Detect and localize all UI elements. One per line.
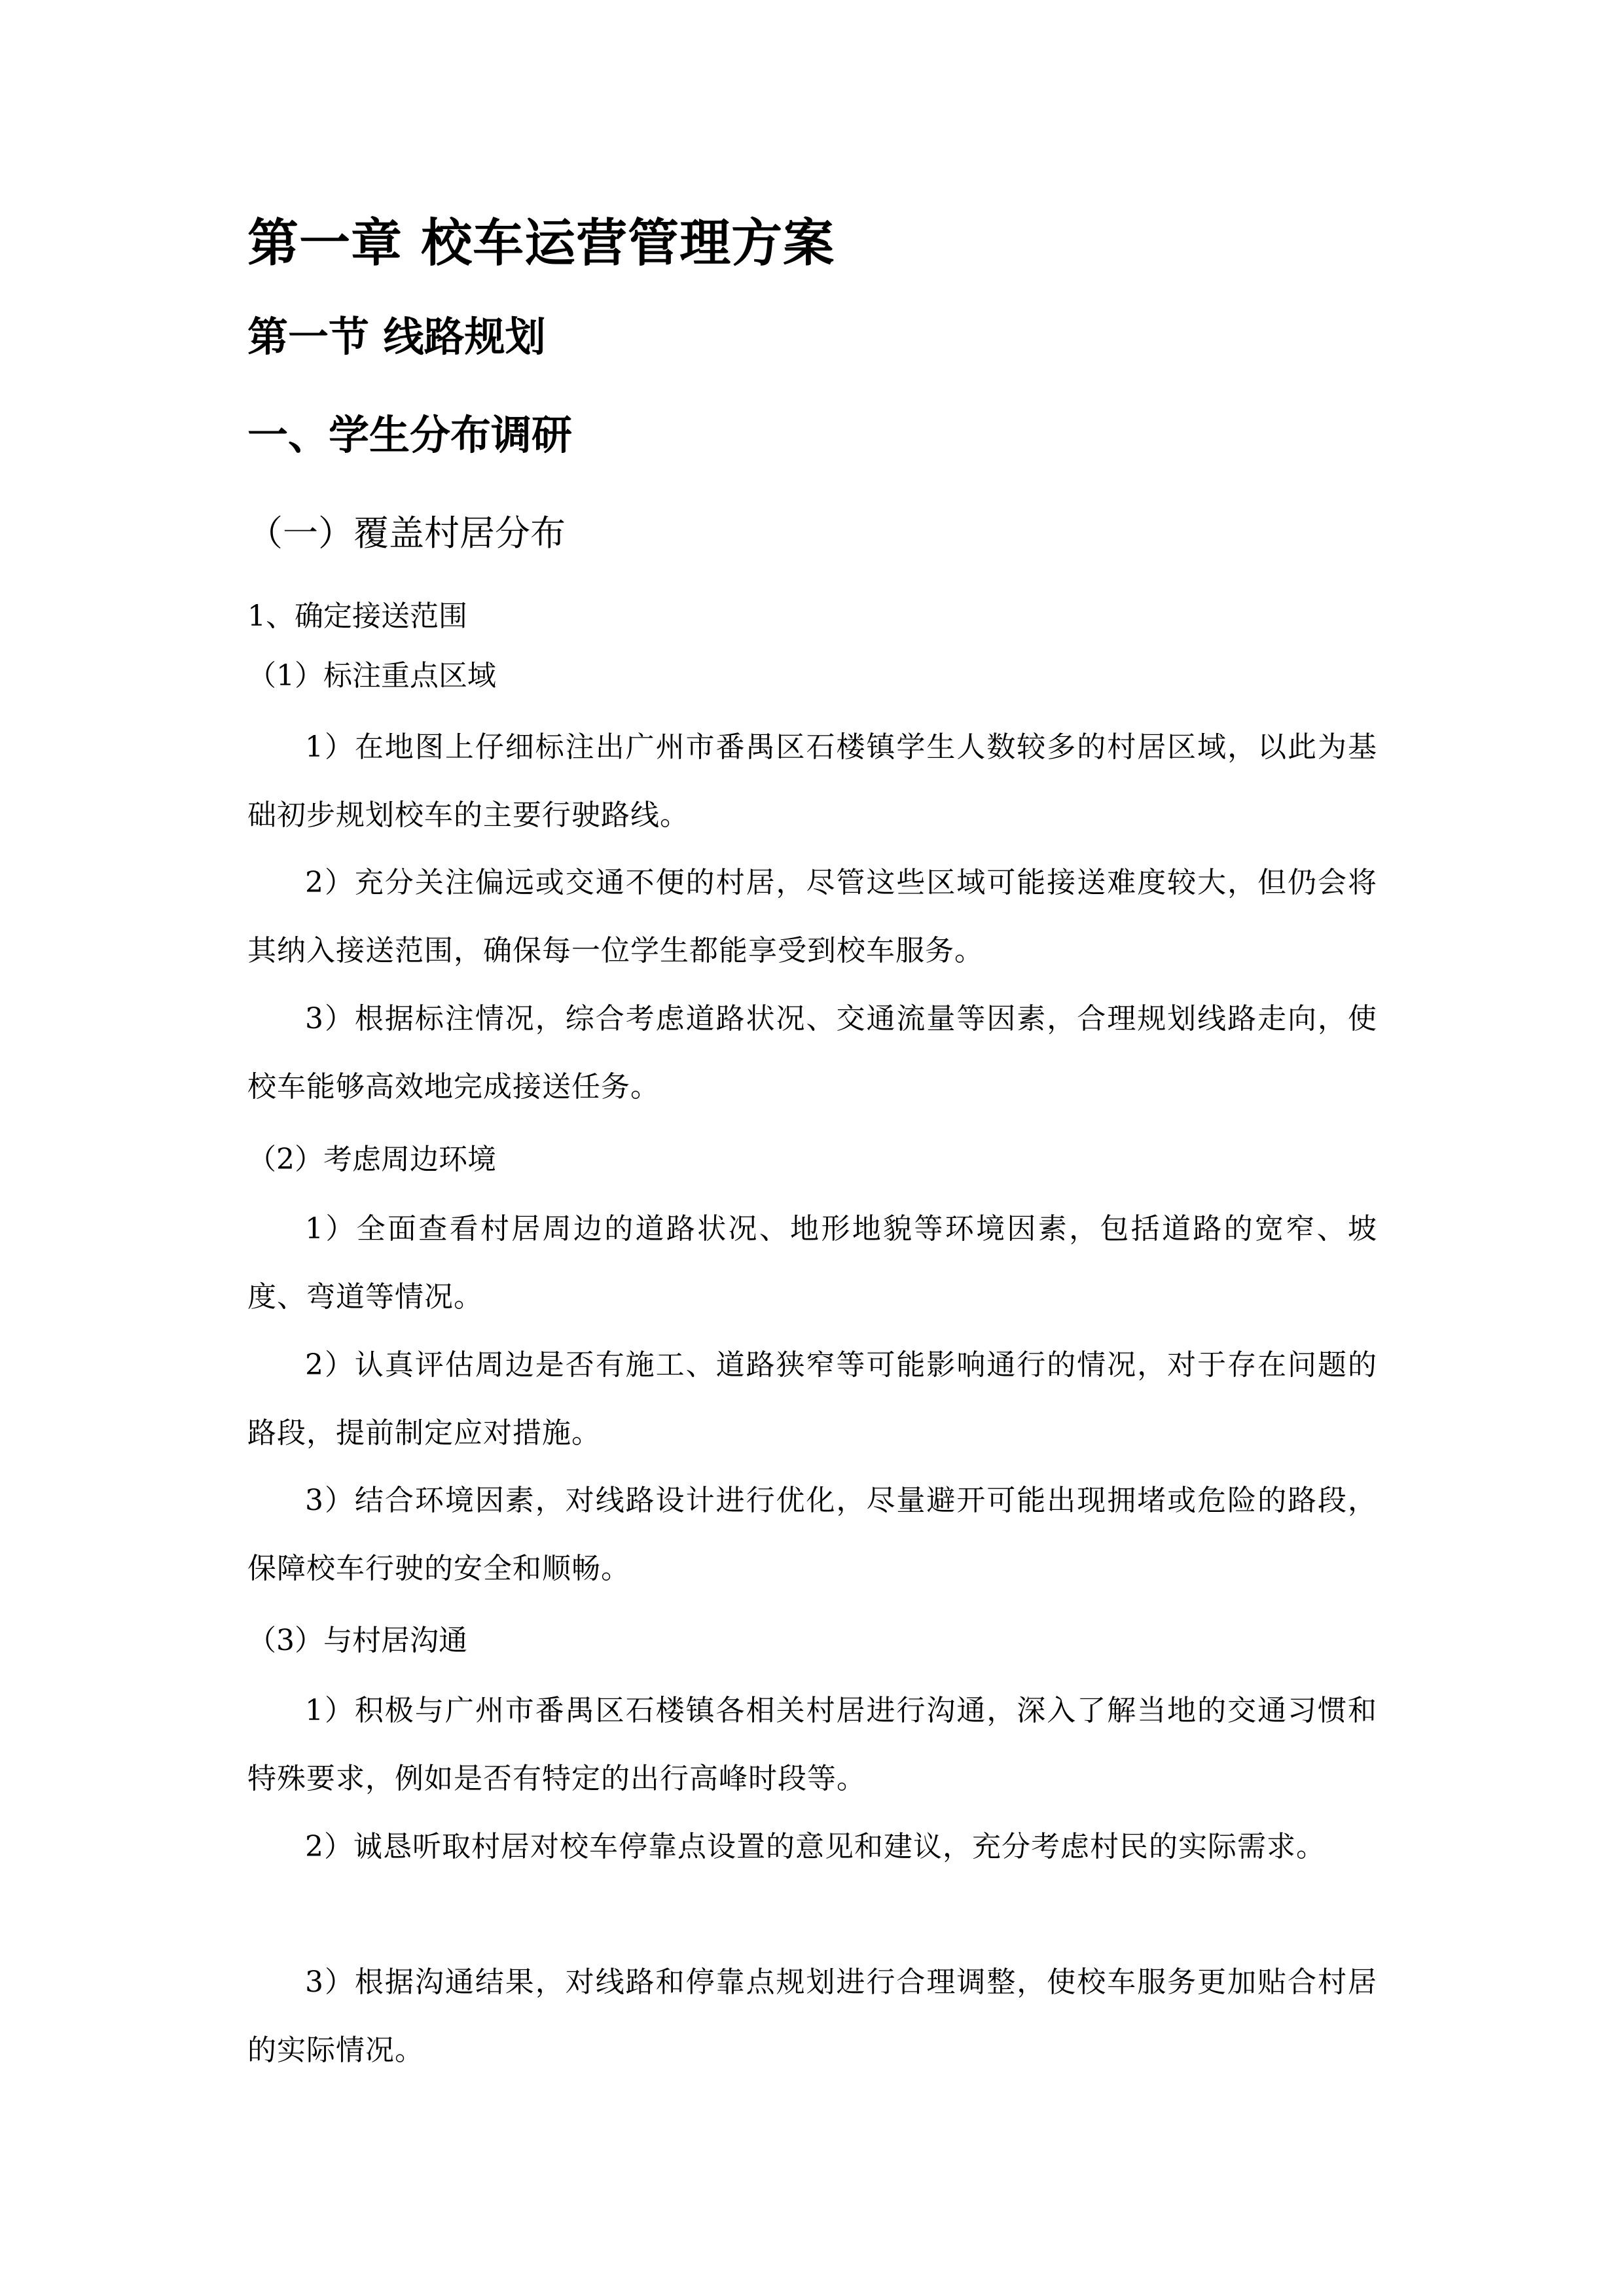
paragraph: 3）根据沟通结果，对线路和停靠点规划进行合理调整，使校车服务更加贴合村居的实际情况。 [247, 1965, 1377, 2067]
subsection-title: 一、学生分布调研 [247, 411, 573, 459]
paragraph: 2）充分关注偏远或交通不便的村居，尽管这些区域可能接送难度较大，但仍会将其纳入接送范围，确保每一位学生都能享受到校车服务。 [247, 866, 1377, 967]
paragraph: 1）积极与广州市番禺区石楼镇各相关村居进行沟通，深入了解当地的交通习惯和特殊要求，例如是否有特定的出行高峰时段等。 [247, 1694, 1377, 1795]
chapter-title: 第一章 校车运营管理方案 [247, 214, 835, 273]
group-heading: （1）标注重点区域 [247, 659, 496, 692]
paragraph: 3）根据标注情况，综合考虑道路状况、交通流量等因素，合理规划线路走向，使校车能够高效地完成接送任务。 [247, 1002, 1377, 1103]
group-heading: （2）考虑周边环境 [247, 1143, 496, 1176]
item-heading: 1、确定接送范围 [247, 600, 467, 633]
section-title: 第一节 线路规划 [247, 313, 546, 361]
paragraph: 1）在地图上仔细标注出广州市番禺区石楼镇学生人数较多的村居区域，以此为基础初步规划校车的主要行驶路线。 [247, 730, 1377, 832]
group-heading: （3）与村居沟通 [247, 1624, 467, 1657]
paragraph: 2）认真评估周边是否有施工、道路狭窄等可能影响通行的情况，对于存在问题的路段，提前制定应对措施。 [247, 1348, 1377, 1450]
paragraph: 1）全面查看村居周边的道路状况、地形地貌等环境因素，包括道路的宽窄、坡度、弯道等情况。 [247, 1212, 1377, 1314]
paragraph: 3）结合环境因素，对线路设计进行优化，尽量避开可能出现拥堵或危险的路段，保障校车行驶的安全和顺畅。 [247, 1484, 1377, 1585]
part-title: （一）覆盖村居分布 [247, 512, 566, 554]
paragraph: 2）诚恳听取村居对校车停靠点设置的意见和建议，充分考虑村民的实际需求。 [305, 1830, 1326, 1863]
